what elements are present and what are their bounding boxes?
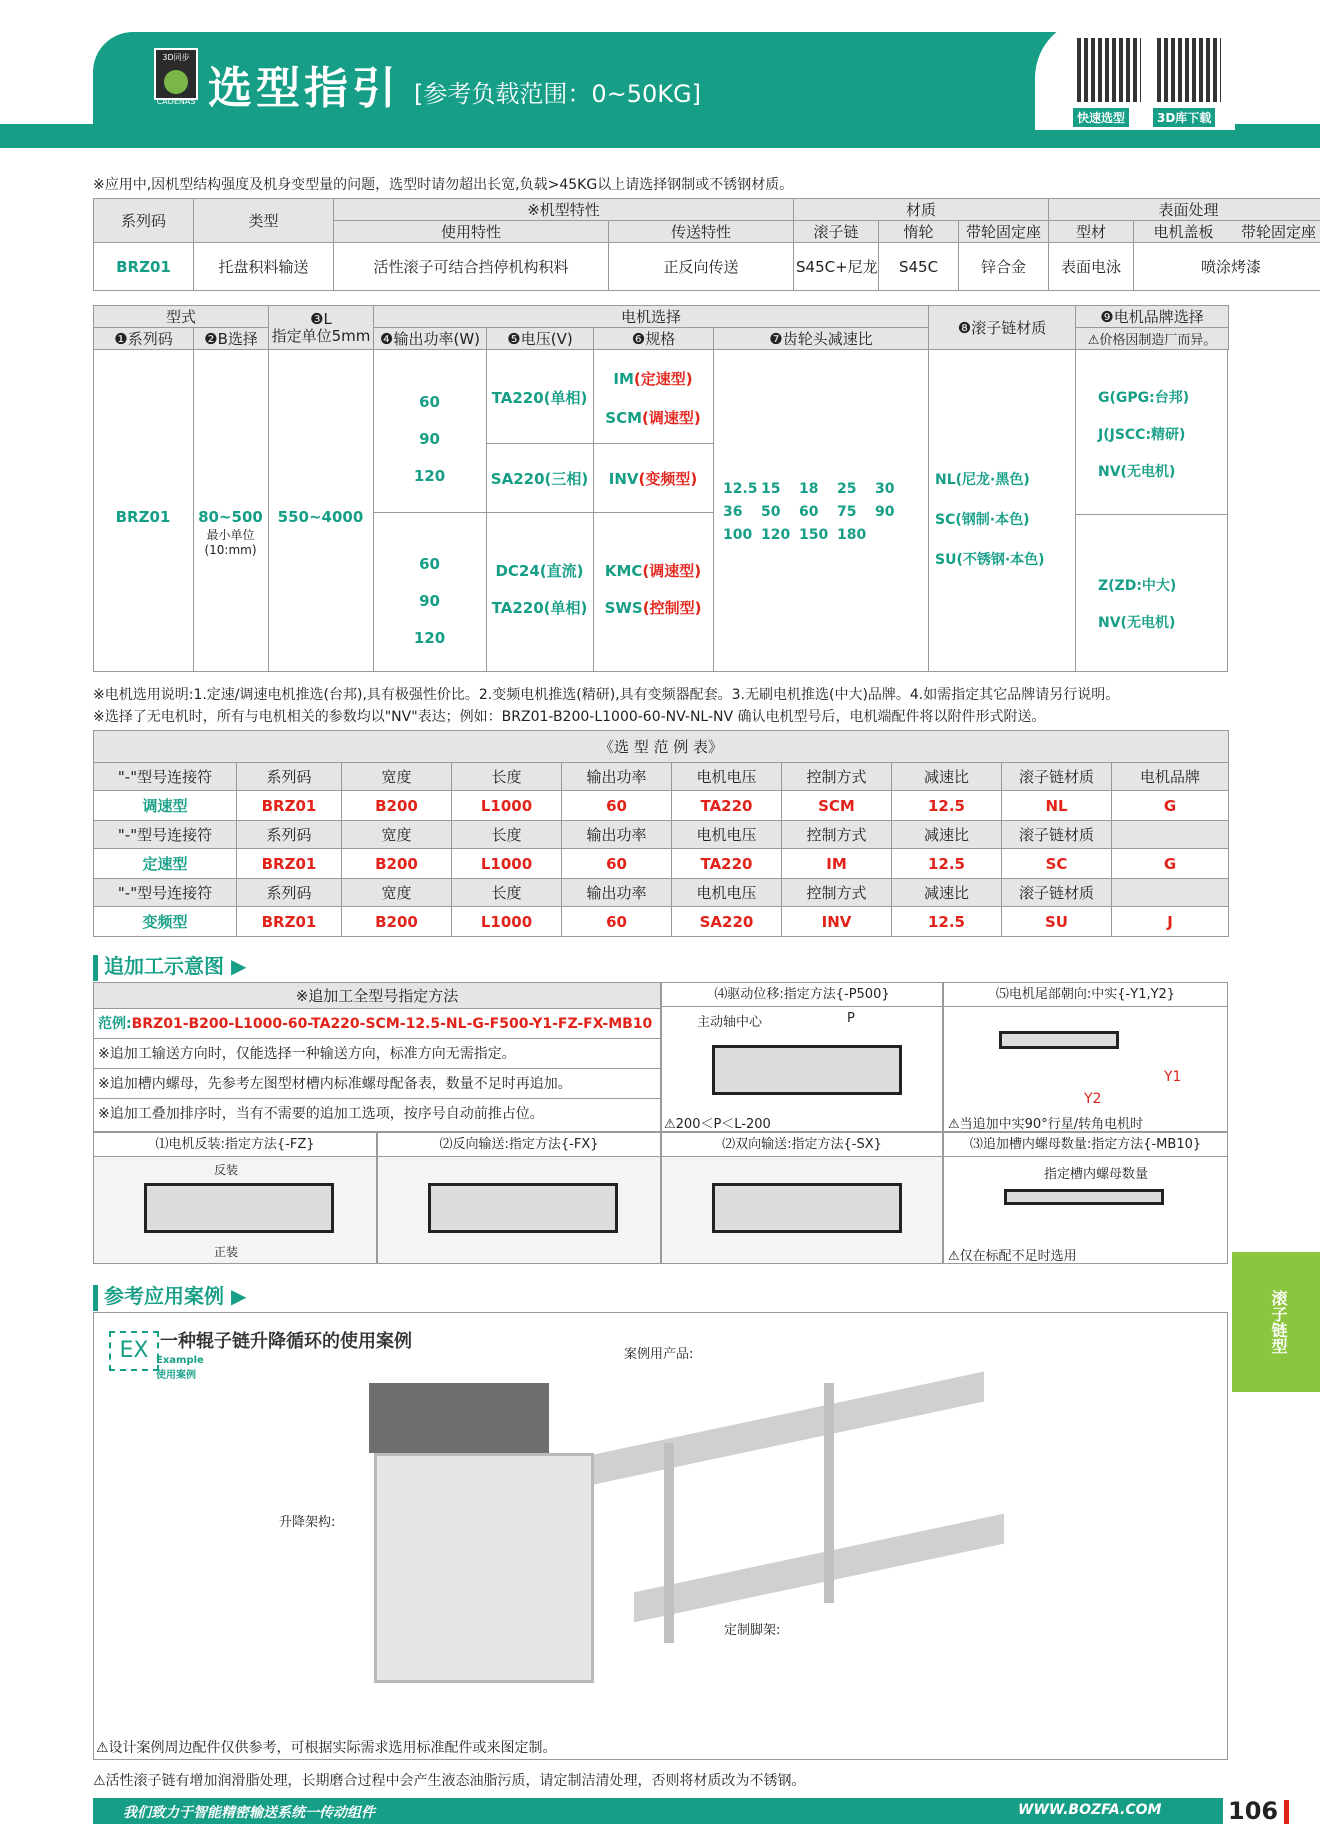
example-table xyxy=(93,730,1228,937)
spec-cell: S45C+尼龙 xyxy=(794,243,879,291)
qr-code-icon[interactable] xyxy=(1157,38,1221,102)
ex-h: 电机电压 xyxy=(672,763,782,791)
ex-badge: EX xyxy=(109,1331,159,1371)
label: 正装 xyxy=(214,1245,239,1259)
section-extra-title: 追加工示意图 ▶ xyxy=(93,950,246,980)
model-h2: ❻规格 xyxy=(594,328,714,350)
page-subtitle: [参考负载范围：0~50KG] xyxy=(414,80,701,108)
spec-im: IM(定速型) xyxy=(613,370,693,388)
ex-cell: SCM xyxy=(782,791,892,821)
qr-area xyxy=(1035,18,1235,130)
conveyor-diagram xyxy=(712,1183,902,1233)
ex-h: 控制方式 xyxy=(782,879,892,907)
ex-row-name: 调速型 xyxy=(94,791,237,821)
ex-cell: 12.5 xyxy=(892,791,1002,821)
model-h: ❾电机品牌选择 xyxy=(1076,306,1229,328)
panel-title: ⑶追加槽内螺母数量:指定方法{-MB10} xyxy=(944,1133,1227,1157)
note-bottom: ⚠活性滚子链有增加润滑脂处理，长期磨合过程中会产生液态油脂污质，请定制洁清处理，否则将材质改为不锈钢。 xyxy=(93,1773,806,1789)
ex-cell: NL xyxy=(1002,791,1112,821)
ex-h: 长度 xyxy=(452,879,562,907)
label: P xyxy=(847,1011,855,1026)
ex-h: 滚子链材质 xyxy=(1002,821,1112,849)
extra-note: ※追加工输送方向时，仅能选择一种输送方向，标准方向无需指定。 xyxy=(94,1039,660,1069)
spec-cell: BRZ01 xyxy=(94,243,194,291)
ex-cell: G xyxy=(1112,849,1229,879)
ex-h: 系列码 xyxy=(237,821,342,849)
label: ⚠仅在标配不足时选用 xyxy=(948,1249,1077,1264)
brand-list-b: Z(ZD:中大) NV(无电机) xyxy=(1098,578,1177,631)
model-b: 80~500 最小单位 (10:mm) xyxy=(198,508,263,557)
spec-h: 系列码 xyxy=(94,199,194,243)
ex-cell: SU xyxy=(1002,907,1112,937)
model-h2: ❶系列码 xyxy=(94,328,194,350)
ex-h: 减速比 xyxy=(892,879,1002,907)
model-h: ❽滚子链材质 xyxy=(929,306,1076,350)
ex-h: 减速比 xyxy=(892,821,1002,849)
lift-unit-body xyxy=(374,1453,594,1683)
motor-diagram xyxy=(999,1031,1119,1049)
ex-h: 电机品牌 xyxy=(1112,763,1229,791)
panel-title: ⑴电机反装:指定方法{-FZ} xyxy=(94,1133,376,1157)
extra-note: ※追加槽内螺母，先参考左图型材槽内标准螺母配备表，数量不足时再追加。 xyxy=(94,1069,660,1099)
ex-h: 宽度 xyxy=(342,763,452,791)
ex-cell: BRZ01 xyxy=(237,907,342,937)
ex-h: 滚子链材质 xyxy=(1002,879,1112,907)
model-table xyxy=(93,305,1228,672)
ex-h: 输出功率 xyxy=(562,763,672,791)
panel-title: ⑵反向输送:指定方法{-FX} xyxy=(378,1133,660,1157)
label: 升降架构: xyxy=(279,1515,336,1530)
ex-h: 系列码 xyxy=(237,763,342,791)
spec-cell: 托盘积料输送 xyxy=(194,243,334,291)
spec-h2: 型材 xyxy=(1049,221,1134,243)
label: 案例用产品: xyxy=(624,1347,694,1362)
panel-p2 xyxy=(377,1132,661,1264)
ex-row-name: 变频型 xyxy=(94,907,237,937)
spec-cell: 表面电泳 xyxy=(1049,243,1134,291)
ex-h: 输出功率 xyxy=(562,879,672,907)
ex-h: 电机电压 xyxy=(672,821,782,849)
model-h2: ❷B选择 xyxy=(194,328,269,350)
ex-h: "-"型号连接符 xyxy=(94,879,237,907)
label: 反装 xyxy=(214,1163,239,1177)
spec-cell: 活性滚子可结合挡停机构积料 xyxy=(334,243,609,291)
label: 定制脚架: xyxy=(724,1623,781,1638)
ex-h: 长度 xyxy=(452,821,562,849)
label: ⚠200＜P＜L-200 xyxy=(664,1117,771,1132)
spec-h: ※机型特性 xyxy=(334,199,794,221)
extra-example: 范例:BRZ01-B200-L1000-60-TA220-SCM-12.5-NL-G-F500-Y1-FZ-FX-MB10 xyxy=(94,1009,660,1039)
power-group-b: 60 90 120 xyxy=(413,555,446,647)
ex-h xyxy=(1112,821,1229,849)
play-arrow-icon: ▶ xyxy=(230,954,247,978)
ex-cell: 60 xyxy=(562,849,672,879)
ex-cell: L1000 xyxy=(452,791,562,821)
panel-title: ⑵双向输送:指定方法{-SX} xyxy=(662,1133,942,1157)
footer-bar xyxy=(93,1798,1223,1824)
ex-cell: 12.5 xyxy=(892,907,1002,937)
ex-cell: 60 xyxy=(562,791,672,821)
ex-h: 电机电压 xyxy=(672,879,782,907)
ex-row-name: 定速型 xyxy=(94,849,237,879)
spec-h2: 带轮固定座 xyxy=(959,221,1049,243)
ex-cell: B200 xyxy=(342,791,452,821)
qr-label: 快速选型 xyxy=(1073,108,1129,127)
ex-cell: 12.5 xyxy=(892,849,1002,879)
ex-cell: BRZ01 xyxy=(237,791,342,821)
ex-cell: L1000 xyxy=(452,907,562,937)
conveyor-diagram xyxy=(712,1045,902,1095)
ex-h: "-"型号连接符 xyxy=(94,821,237,849)
power-group-a: 60 90 120 xyxy=(413,393,446,485)
model-h2: ❼齿轮头减速比 xyxy=(714,328,929,350)
note-motor-1: ※电机选用说明:1.定速/调速电机推选(台邦),具有极强性价比。2.变频电机推选(精研),具有变频器配套。3.无刷电机推选(中大)品牌。4.如需指定其它品牌请另行说明。 xyxy=(93,687,1120,703)
note-top: ※应用中,因机型结构强度及机身变型量的问题，选型时请勿超出长宽,负载>45KG以上请选择钢制或不锈钢材质。 xyxy=(93,177,794,193)
page-title: 选型指引 xyxy=(208,63,400,114)
panel-p3 xyxy=(661,1132,943,1264)
ex-h: 系列码 xyxy=(237,879,342,907)
ex-cell: L1000 xyxy=(452,849,562,879)
panel-p4 xyxy=(661,982,943,1132)
spec-cell: 锌合金 xyxy=(959,243,1049,291)
spec-kmc: KMC(调速型) xyxy=(604,562,702,580)
model-l: 550~4000 xyxy=(277,508,364,526)
side-tab[interactable]: 滚子链型 xyxy=(1232,1252,1320,1392)
ex-sub: Example 使用案例 xyxy=(156,1355,204,1381)
spec-h2: 使用特性 xyxy=(334,221,609,243)
ex-cell: G xyxy=(1112,791,1229,821)
ex-cell: IM xyxy=(782,849,892,879)
ex-cell: B200 xyxy=(342,849,452,879)
page-number: 106 xyxy=(1228,1797,1289,1825)
extra-rules xyxy=(93,982,661,1132)
model-h2: ❺电压(V) xyxy=(487,328,594,350)
ex-h: 输出功率 xyxy=(562,821,672,849)
spec-inv: INV(变频型) xyxy=(608,470,698,488)
brand-list-a: G(GPG:台邦) J(JSCC:精研) NV(无电机) xyxy=(1098,390,1190,480)
extra-note: ※追加工叠加排序时，当有不需要的追加工选项，按序号自动前推占位。 xyxy=(98,1106,544,1122)
spec-h: 类型 xyxy=(194,199,334,243)
model-h2: ❹输出功率(W) xyxy=(374,328,487,350)
footer-slogan: 我们致力于智能精密输送系统一传动组件 xyxy=(123,1805,375,1821)
panel-p5 xyxy=(943,982,1228,1132)
app-case-box xyxy=(93,1312,1228,1760)
ex-h: 宽度 xyxy=(342,821,452,849)
note-motor-2: ※选择了无电机时，所有与电机相关的参数均以"NV"表达；例如：BRZ01-B200-L1000-60-NV-NL-NV 确认电机型号后，电机端配件将以附件形式附送。 xyxy=(93,709,1046,725)
label: Y2 xyxy=(1084,1091,1102,1107)
ex-h: 宽度 xyxy=(342,879,452,907)
label: 指定槽内螺母数量 xyxy=(1044,1167,1149,1182)
ex-cell: TA220 xyxy=(672,849,782,879)
panel-title: ⑸电机尾部朝向:中实{-Y1,Y2} xyxy=(944,983,1227,1007)
volt-cell: TA220(单相) xyxy=(491,389,588,407)
example-title: 《选 型 范 例 表》 xyxy=(94,731,1229,763)
spec-h: 表面处理 xyxy=(1049,199,1320,221)
model-body xyxy=(93,350,1228,672)
spec-sws: SWS(控制型) xyxy=(604,599,702,617)
lift-unit-top xyxy=(369,1383,549,1453)
model-h: 电机选择 xyxy=(374,306,929,328)
ex-cell: B200 xyxy=(342,907,452,937)
leg xyxy=(664,1443,674,1643)
ratio-grid: 12.5 15 18 25 30 36 50 60 75 90 100 120 150 180 xyxy=(723,481,895,543)
model-h: 型式 xyxy=(94,306,269,328)
volt-cell: TA220(单相) xyxy=(491,599,588,617)
ex-cell: SC xyxy=(1002,849,1112,879)
volt-cell: DC24(直流) xyxy=(495,562,584,580)
ex-h: 控制方式 xyxy=(782,821,892,849)
model-h2: ⚠价格因制造厂而异。 xyxy=(1076,328,1229,350)
conveyor-top xyxy=(594,1372,984,1485)
section-app-title: 参考应用案例 ▶ xyxy=(93,1280,246,1310)
ex-cell: INV xyxy=(782,907,892,937)
volt-cell: SA220(三相) xyxy=(490,470,589,488)
ex-cell: SA220 xyxy=(672,907,782,937)
spec-cell: 正反向传送 xyxy=(609,243,794,291)
cadenas-logo: 3D同步 CADENAS xyxy=(154,48,198,100)
panel-p6 xyxy=(943,1132,1228,1264)
spec-h2: 传送特性 xyxy=(609,221,794,243)
ex-h: 控制方式 xyxy=(782,763,892,791)
spec-scm: SCM(调速型) xyxy=(605,409,701,427)
spec-cell: S45C xyxy=(879,243,959,291)
conveyor-diagram xyxy=(428,1183,618,1233)
spec-table xyxy=(93,198,1317,291)
ex-cell: BRZ01 xyxy=(237,849,342,879)
label: ⚠当追加中实90°行星/转角电机时 xyxy=(948,1117,1144,1132)
ex-cell: TA220 xyxy=(672,791,782,821)
panel-p1 xyxy=(93,1132,377,1264)
spec-h2: 惰轮 xyxy=(879,221,959,243)
play-arrow-icon: ▶ xyxy=(230,1284,247,1308)
ex-h: 长度 xyxy=(452,763,562,791)
leg xyxy=(824,1383,834,1603)
label: 主动轴中心 xyxy=(697,1015,763,1030)
footer-url[interactable]: WWW.BOZFA.COM xyxy=(1018,1802,1162,1818)
chain-list: NL(尼龙·黑色) SC(钢制·本色) SU(不锈钢·本色) xyxy=(935,472,1045,568)
ex-h xyxy=(1112,879,1229,907)
case-title: 一种辊子链升降循环的使用案例 xyxy=(160,1331,412,1352)
panel-title: ⑷驱动位移:指定方法{-P500} xyxy=(662,983,942,1007)
ex-cell: 60 xyxy=(562,907,672,937)
ex-h: 滚子链材质 xyxy=(1002,763,1112,791)
conveyor-bottom xyxy=(634,1514,1004,1623)
ex-cell: J xyxy=(1112,907,1229,937)
nut-diagram xyxy=(1004,1189,1164,1205)
spec-h: 材质 xyxy=(794,199,1049,221)
extra-head: ※追加工全型号指定方法 xyxy=(94,983,660,1009)
conveyor-diagram xyxy=(144,1183,334,1233)
ex-h: "-"型号连接符 xyxy=(94,763,237,791)
qr-label: 3D库下载 xyxy=(1153,108,1215,127)
app-warn: ⚠设计案例周边配件仅供参考，可根据实际需求选用标准配件或来图定制。 xyxy=(96,1740,557,1756)
spec-cell: 喷涂烤漆 xyxy=(1134,243,1320,291)
model-h-l: ❸L 指定单位5mm xyxy=(269,306,374,350)
spec-h2: 电机盖板 带轮固定座 xyxy=(1134,221,1320,243)
ex-h: 减速比 xyxy=(892,763,1002,791)
label: Y1 xyxy=(1164,1069,1182,1085)
spec-h2: 滚子链 xyxy=(794,221,879,243)
qr-code-icon[interactable] xyxy=(1077,38,1141,102)
model-series: BRZ01 xyxy=(115,508,171,526)
